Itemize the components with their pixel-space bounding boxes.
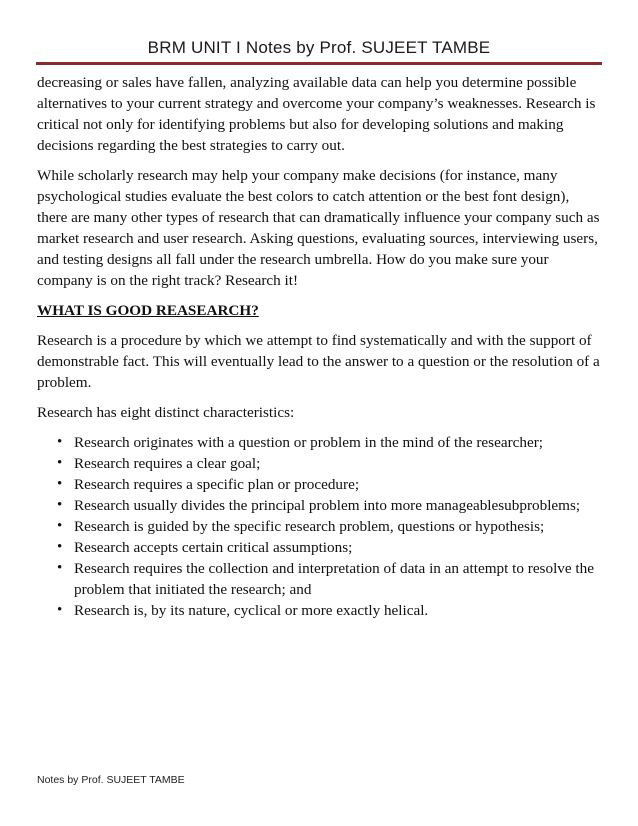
bullet-icon: • <box>57 602 63 618</box>
list-item <box>37 432 603 453</box>
characteristics-list <box>37 432 603 621</box>
list-item-text: Research requires a clear goal; <box>74 455 261 472</box>
list-item-text: Research accepts certain critical assumptions; <box>74 539 353 556</box>
list-item <box>37 558 603 600</box>
page-footer: Notes by Prof. SUJEET TAMBE <box>37 774 185 786</box>
page-body <box>37 72 603 621</box>
list-item-text: Research is, by its nature, cyclical or more exactly helical. <box>74 602 429 619</box>
list-item <box>37 537 603 558</box>
section-heading: WHAT IS GOOD REASEARCH? <box>37 302 259 319</box>
list-item <box>37 516 603 537</box>
bullet-icon: • <box>57 497 63 513</box>
paragraph-characteristics-intro: Research has eight distinct characteristics: <box>37 404 295 421</box>
paragraph-scholarly-research: While scholarly research may help your company make decisions (for instance, many psychological studies evaluate the best colors to catch attention or the best font design), there are many other types of research that can dramatically influence your company such as market research and user research. Asking questions, evaluating sources, interviewing users, and testing designs all fall under the research umbrella. How do you make sure your company is on the right track? Research it! <box>37 167 600 289</box>
list-item-text: Research is guided by the specific research problem, questions or hypothesis; <box>74 518 545 535</box>
bullet-icon: • <box>57 518 63 534</box>
list-item <box>37 495 603 516</box>
bullet-icon: • <box>57 455 63 471</box>
bullet-icon: • <box>57 434 63 450</box>
paragraph-continuation: decreasing or sales have fallen, analyzing available data can help you determine possible alternatives to your current strategy and overcome your company’s weaknesses. Research is critical not only for identifying problems but also for developing solutions and making decisions regarding the best strategies to carry out. <box>37 74 596 154</box>
bullet-icon: • <box>57 476 63 492</box>
list-item-text: Research usually divides the principal problem into more manageablesubproblems; <box>74 497 581 514</box>
list-item-text: Research requires a specific plan or procedure; <box>74 476 360 493</box>
list-item <box>37 474 603 495</box>
header-rule <box>36 62 602 65</box>
bullet-icon: • <box>57 560 63 576</box>
paragraph-research-definition: Research is a procedure by which we attempt to find systematically and with the support of demonstrable fact. This will eventually lead to the answer to a question or the resolution of a problem. <box>37 332 600 391</box>
list-item-text: Research originates with a question or problem in the mind of the researcher; <box>74 434 543 451</box>
bullet-icon: • <box>57 539 63 555</box>
page-header-title: BRM UNIT I Notes by Prof. SUJEET TAMBE <box>147 38 491 57</box>
list-item <box>37 453 603 474</box>
list-item <box>37 600 603 621</box>
list-item-text: Research requires the collection and interpretation of data in an attempt to resolve the problem that initiated the research; and <box>74 560 594 598</box>
